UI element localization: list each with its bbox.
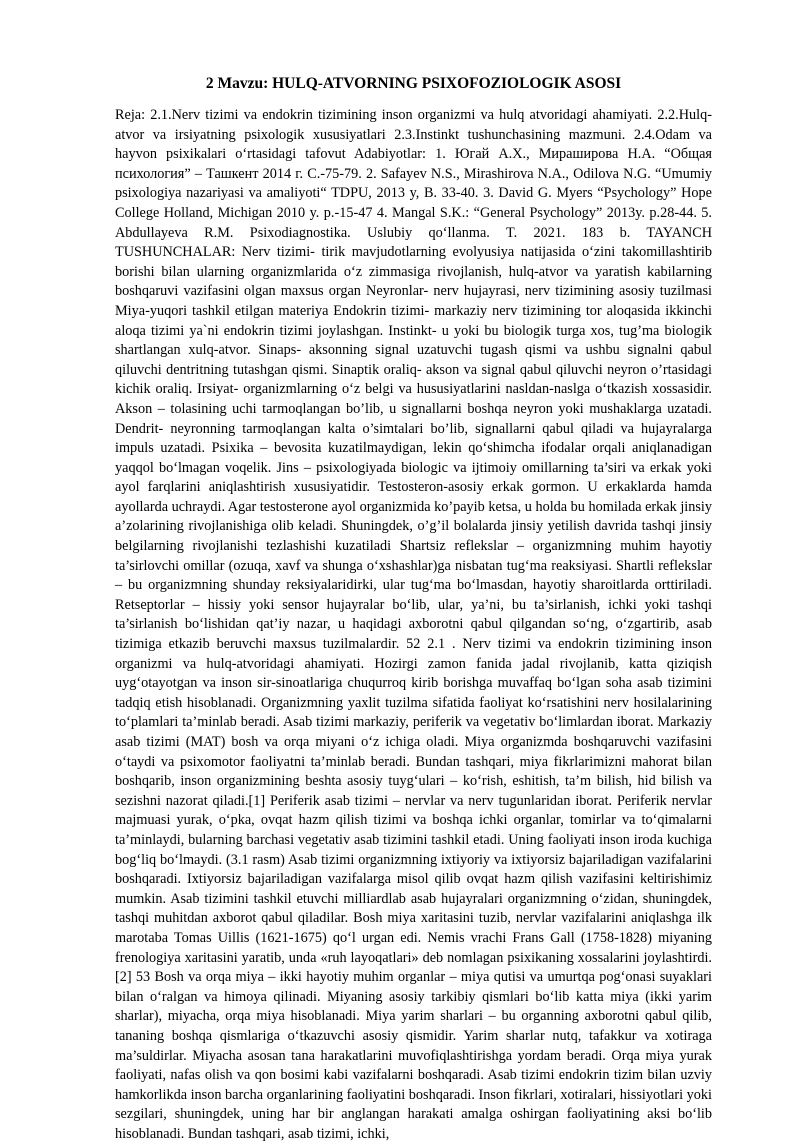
- document-title: 2 Mavzu: HULQ-ATVORNING PSIXOFOZIOLOGIK ASOSI: [205, 75, 622, 92]
- document-body: Reja: 2.1.Nerv tizimi va endokrin tizimining inson organizmi va hulq atvoridagi ahamiyati. 2.2.Hulq-atvor va irsiyatning psixologik xususiyatlari 2.3.Instinkt tushunchasining mazmuni. 2.4.Odam va hayvon psixikalari oʻrtasidagi tafovut Adabiyotlar: 1. Югай А.Х., Мирашировa Н.А. “Общая психология” – Ташкент 2014 г. С.-75-79. 2. Safayev N.S., Mirashirova N.A., Odilova N.G. “Umumiy psixologiya nazariyasi va amaliyoti“ TDPU, 2013 y, B. 33-40. 3. David G. Myers “Psychology” Hope College Holland, Michigan 2010 y. p.-15-47 4. Mangal S.K.: “General Psychology” 2013y. p.28-44. 5. Abdullayeva R.M. Psixodiagnostika. Uslubiy qoʻllanma. T. 2021. 183 b. TAYANCH TUSHUNCHALAR: Nerv tizimi- tirik mavjudotlarning evolyusiya natijasida oʻzini takomillashtirib borishi bilan ularning organizmlarida oʻz zimmasiga rivojlanish, hulq-atvor va yaratish kabilarning boshqaruvi vazifasini olgan maxsus organ Neyronlar- nerv hujayrasi, nerv tizimining asosiy tuzilmasi Miya-yuqori tashkil etilgan materiya Endokrin tizimi- markaziy nerv tizimining tor aloqasida ikkinchi aloqa tizimi ya`ni endokrin tizimi joylashgan. Instinkt- u yoki bu biologik turga xos, tug’ma biologik shartlangan xulq-atvor. Sinaps- aksonning signal uzatuvchi tugash qismi va ushbu signalni qabul qiluvchi dentritning tutashgan qismi. Sinaptik oraliq- akson va signal qabul qiluvchi neyron o’rtasidagi kichik oraliq. Irsiyat- organizmlarning oʻz belgi va hususiyatlarini nasldan-naslga oʻtkazish xossasidir. Akson – tolasining uchi tarmoqlangan bo’lib, u signallarni boshqa neyron yoki mushaklarga uzatadi. Dendrit- neyronning tarmoqlangan kalta o’simtalari bo’lib, signallarni qabul qiladi va hujayralarga impuls uzatadi. Psixika – bevosita kuzatilmaydigan, lekin qoʻshimcha ifodalar orqali aniqlanadigan yaqqol boʻlmagan voqelik. Jins – psixologiyada biologic va ijtimoiy omillarning ta’siri va erkak yoki ayol farqlarini aniqlashtirish xususiyatidir. Testosteron-asosiy erkak gormon. U erkaklarda hamda ayollarda uchraydi. Agar testosterone ayol organizmida ko’payib ketsa, u holda bu homilada erkak jinsiy a’zolarining rivojlanishiga olib keladi. Shuningdek, o’g’il bolalarda jinsiy yetilish davrida tashqi jinsiy belgilarning rivojlanishi tezlashishi kuzatiladi Shartsiz reflekslar – organizmning muhim hayotiy ta’sirlovchi omillar (ozuqa, xavf va shunga oʻxshashlar)ga nisbatan tugʻma reaksiyasi. Shartli reflekslar – bu organizmning shunday reksiyalaridirki, ular tugʻma boʻlmasdan, hayotiy sharoitlarda orttiriladi. Retseptorlar – hissiy yoki sensor hujayralar boʻlib, ular, ya’ni, bu ta’sirlanish, ichki yoki tashqi ta’sirlanish boʻlishidan qat’iy nazar, u haqidagi axborotni qabul qilgandan soʻng, oʻzgartirib, asab tizimiga etkazib beruvchi maxsus tuzilmalardir. 52 2.1 . Nerv tizimi va endokrin tizimining inson organizmi va hulq-atvoridagi ahamiyati. Hozirgi zamon fanida jadal rivojlanib, katta qiziqish uygʻotayotgan va inson sir-sinoatlariga chuqurroq kirib borishga muvaffaq boʻlgan soha asab tizimini tadqiq etish hisoblanadi. Organizmning yaxlit tuzilma sifatida faoliyat koʻrsatishini nerv hosilalarining toʻplamlari ta’minlab beradi. Asab tizimi markaziy, periferik va vegetativ boʻlimlardan iborat. Markaziy asab tizimi (MAT) bosh va orqa miyani oʻz ichiga oladi. Miya organizmda boshqaruvchi vazifasini oʻtaydi va psixomotor faoliyatni ta’minlab beradi. Bundan tashqari, miya fikrlarimizni mahorat bilan boshqarib, inson organizmining beshta asosiy tuygʻulari – koʻrish, eshitish, ta’m bilish, hid bilish va sezishni nazorat qiladi.[1] Periferik asab tizimi – nervlar va nerv tugunlaridan iborat. Periferik nervlar majmuasi yurak, oʻpka, ovqat hazm qilish tizimi va boshqa ichki organlar, tomirlar va toʻqimalarni ta’minlaydi, bularning barchasi vegetativ asab tizimini tashkil etadi. Uning faoliyati inson iroda kuchiga bogʻliq boʻlmaydi. (3.1 rasm) Asab tizimi organizmning ixtiyoriy va ixtiyorsiz bajariladigan vazifalarini boshqaradi. Ixtiyorsiz bajariladigan vazifalarga misol qilib ovqat hazm qilish vazifasini keltirishimiz mumkin. Asab tizimini tashkil etuvchi milliardlab asab hujayralari organizmning oʻzidan, shuningdek, tashqi muhitdan axborot qabul qiladilar. Bosh miya xaritasini tuzib, nervlar vazifalarini aniqlashga ilk marotaba Tomas Uillis (1621-1675) qoʻl urgan edi. Nemis vrachi Frans Gall (1758-1828) miyaning frenologiya xaritasini yaratib, unda «ruh layoqatlari» deb nomlagan psixikaning xossalarini joylashtirdi.[2] 53 Bosh va orqa miya – ikki hayotiy muhim organlar – miya qutisi va umurtqa pogʻonasi suyaklari bilan oʻralgan va himoya qilinadi. Miyaning asosiy tarkibiy qismlari boʻlib katta miya (ikki yarim sharlar), miyacha, orqa miya hisoblanadi. Miya yarim sharlari – bu organning axborotni qabul qilib, tananing boshqa qismlariga oʻtkazuvchi asosiy qismidir. Yarim sharlar nutq, tafakkur va xotiraga ma’suldirlar. Miyacha asosan tana harakatlarini muvofiqlashtirishga yordam beradi. Orqa miya yurak faoliyati, nafas olish va qon bosimi kabi vazifalarni boshqaradi. Asab tizimi endokrin tizim bilan uzviy hamkorlikda inson barcha organlarining faoliyatini boshqaradi. Inson fikrlari, xotiralari, hissiyotlari yoki sezgilari, shuningdek, uning har bir anglangan harakati amalga oshirgan faoliyatining aksi boʻlib hisoblanadi. Bundan tashqari, asab tizimi, ichki,: [115, 107, 712, 1142]
